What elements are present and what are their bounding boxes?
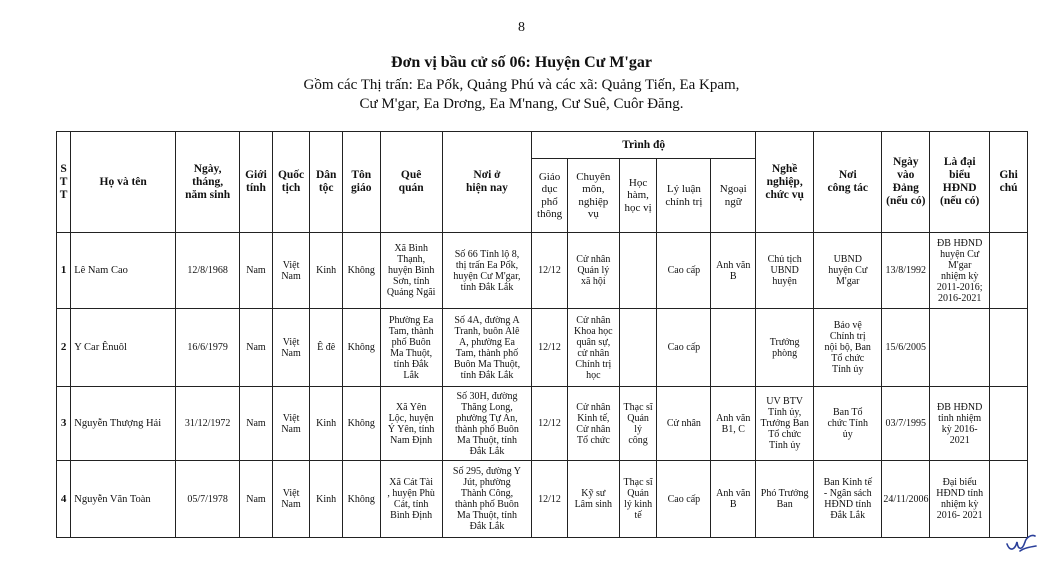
cell-dan-toc: Kinh xyxy=(310,233,343,309)
table-row xyxy=(57,309,1028,387)
cell-gioi-tinh: Nam xyxy=(240,309,273,387)
cell-hoc-ham: Thạc sĩ Quản lý kinh tế xyxy=(619,461,657,538)
cell-ghi-chu xyxy=(990,233,1028,309)
cell-ngay-vao-dang: 24/11/2006 xyxy=(882,461,930,538)
header-ho-ten: Họ và tên xyxy=(71,132,176,233)
cell-ho-ten: Lê Nam Cao xyxy=(71,233,176,309)
cell-noi-o: Số 4A, đường A Tranh, buôn Alê A, phường Ea Tam, thành phố Buôn Ma Thuột, tỉnh Đắk Lắk xyxy=(442,309,532,387)
cell-quoc-tich: Việt Nam xyxy=(272,461,310,538)
document-subtitle xyxy=(0,76,1043,114)
header-hoc-ham: Học hàm, học vị xyxy=(619,159,657,233)
cell-ho-ten: Nguyễn Thượng Hải xyxy=(71,387,176,461)
cell-dai-bieu: ĐB HĐND tỉnh nhiệm kỳ 2016- 2021 xyxy=(930,387,990,461)
cell-giao-duc: 12/12 xyxy=(532,233,568,309)
header-que-quan: Quê quán xyxy=(380,132,442,233)
cell-noi-o: Số 295, đường Y Jút, phường Thành Công, thành phố Buôn Ma Thuột, tỉnh Đắk Lắk xyxy=(442,461,532,538)
cell-stt: 2 xyxy=(57,309,71,387)
cell-ly-luan: Cao cấp xyxy=(657,461,711,538)
cell-dai-bieu: Đại biểu HĐND tỉnh nhiệm kỳ 2016- 2021 xyxy=(930,461,990,538)
header-noi-cong-tac: Nơi công tác xyxy=(814,132,882,233)
cell-que-quan: Xã Cát Tài , huyện Phù Cát, tỉnh Bình Định xyxy=(380,461,442,538)
cell-giao-duc: 12/12 xyxy=(532,387,568,461)
header-ngay-vao-dang: Ngày vào Đảng (nếu có) xyxy=(882,132,930,233)
candidate-table xyxy=(56,131,1028,538)
cell-ho-ten: Nguyễn Văn Toàn xyxy=(71,461,176,538)
cell-ngay-vao-dang: 15/6/2005 xyxy=(882,309,930,387)
header-stt: S T T xyxy=(57,132,71,233)
page-number: 8 xyxy=(518,20,525,35)
cell-chuyen-mon: Cử nhân Khoa học quân sự, cử nhân Chính trị học xyxy=(567,309,619,387)
header-noi-o: Nơi ở hiện nay xyxy=(442,132,532,233)
cell-giao-duc: 12/12 xyxy=(532,461,568,538)
header-quoc-tich: Quốc tịch xyxy=(272,132,310,233)
cell-stt: 1 xyxy=(57,233,71,309)
cell-ngay-vao-dang: 13/8/1992 xyxy=(882,233,930,309)
cell-gioi-tinh: Nam xyxy=(240,233,273,309)
cell-ghi-chu xyxy=(990,461,1028,538)
table-row xyxy=(57,387,1028,461)
cell-noi-cong-tac: UBND huyện Cư M'gar xyxy=(814,233,882,309)
header-trinh-do: Trình độ xyxy=(532,132,756,159)
cell-que-quan: Phường Ea Tam, thành phố Buôn Ma Thuột, tỉnh Đắk Lắk xyxy=(380,309,442,387)
cell-gioi-tinh: Nam xyxy=(240,387,273,461)
header-dai-bieu: Là đại biểu HĐND (nếu có) xyxy=(930,132,990,233)
cell-noi-cong-tac: Ban Kinh tế - Ngân sách HĐND tỉnh Đắk Lắk xyxy=(814,461,882,538)
cell-dai-bieu xyxy=(930,309,990,387)
header-dan-toc: Dân tộc xyxy=(310,132,343,233)
header-ly-luan: Lý luận chính trị xyxy=(657,159,711,233)
cell-noi-o: Số 66 Tỉnh lộ 8, thị trấn Ea Pốk, huyện Cư M'gar, tỉnh Đắk Lắk xyxy=(442,233,532,309)
cell-ton-giao: Không xyxy=(342,461,380,538)
cell-nghe-nghiep: Chủ tịch UBND huyện xyxy=(756,233,814,309)
subtitle-line-2: Cư M'gar, Ea Drơng, Ea M'nang, Cư Suê, Cuôr Đăng. xyxy=(359,96,684,112)
cell-dai-bieu: ĐB HĐND huyện Cư M'gar nhiệm kỳ 2011-2016; 2016-2021 xyxy=(930,233,990,309)
cell-gioi-tinh: Nam xyxy=(240,461,273,538)
cell-quoc-tich: Việt Nam xyxy=(272,387,310,461)
cell-ngoai-ngu: Anh văn B xyxy=(711,233,756,309)
cell-quoc-tich: Việt Nam xyxy=(272,233,310,309)
cell-noi-o: Số 30H, đường Thăng Long, phường Tự An, thành phố Buôn Ma Thuột, tỉnh Đắk Lắk xyxy=(442,387,532,461)
cell-ghi-chu xyxy=(990,387,1028,461)
header-row-1 xyxy=(57,132,1028,159)
table-row xyxy=(57,233,1028,309)
cell-nghe-nghiep: UV BTV Tỉnh ủy, Trưởng Ban Tổ chức Tỉnh ủy xyxy=(756,387,814,461)
cell-ngay-sinh: 16/6/1979 xyxy=(176,309,240,387)
cell-ly-luan: Cao cấp xyxy=(657,233,711,309)
header-giao-duc: Giáo dục phổ thông xyxy=(532,159,568,233)
cell-ngay-sinh: 31/12/1972 xyxy=(176,387,240,461)
cell-chuyen-mon: Cử nhân Quản lý xã hội xyxy=(567,233,619,309)
cell-quoc-tich: Việt Nam xyxy=(272,309,310,387)
header-nghe-nghiep: Nghề nghiệp, chức vụ xyxy=(756,132,814,233)
cell-ton-giao: Không xyxy=(342,309,380,387)
cell-ngay-vao-dang: 03/7/1995 xyxy=(882,387,930,461)
subtitle-line-1: Gồm các Thị trấn: Ea Pốk, Quảng Phú và các xã: Quảng Tiến, Ea Kpam, xyxy=(303,77,740,93)
header-gioi-tinh: Giới tính xyxy=(240,132,273,233)
cell-chuyen-mon: Cử nhân Kinh tế, Cử nhân Tổ chức xyxy=(567,387,619,461)
cell-ngoai-ngu: Anh văn B1, C xyxy=(711,387,756,461)
cell-ly-luan: Cử nhân xyxy=(657,387,711,461)
cell-noi-cong-tac: Ban Tổ chức Tỉnh ủy xyxy=(814,387,882,461)
cell-hoc-ham xyxy=(619,233,657,309)
cell-stt: 4 xyxy=(57,461,71,538)
cell-ngoai-ngu xyxy=(711,309,756,387)
cell-ton-giao: Không xyxy=(342,233,380,309)
cell-stt: 3 xyxy=(57,387,71,461)
header-ton-giao: Tôn giáo xyxy=(342,132,380,233)
cell-ngay-sinh: 12/8/1968 xyxy=(176,233,240,309)
cell-ton-giao: Không xyxy=(342,387,380,461)
signature-mark-icon xyxy=(1004,530,1038,556)
header-ghi-chu: Ghi chú xyxy=(990,132,1028,233)
cell-nghe-nghiep: Trưởng phòng xyxy=(756,309,814,387)
cell-hoc-ham xyxy=(619,309,657,387)
cell-dan-toc: Kinh xyxy=(310,461,343,538)
cell-ly-luan: Cao cấp xyxy=(657,309,711,387)
cell-ghi-chu xyxy=(990,309,1028,387)
cell-dan-toc: Kinh xyxy=(310,387,343,461)
cell-que-quan: Xã Bình Thạnh, huyện Bình Sơn, tỉnh Quảng Ngãi xyxy=(380,233,442,309)
cell-hoc-ham: Thạc sĩ Quản lý công xyxy=(619,387,657,461)
cell-giao-duc: 12/12 xyxy=(532,309,568,387)
cell-dan-toc: Ê đê xyxy=(310,309,343,387)
header-ngay-sinh: Ngày, tháng, năm sinh xyxy=(176,132,240,233)
cell-noi-cong-tac: Bảo vệ Chính trị nội bộ, Ban Tổ chức Tỉnh ủy xyxy=(814,309,882,387)
cell-ngoai-ngu: Anh văn B xyxy=(711,461,756,538)
cell-que-quan: Xã Yên Lộc, huyện Ý Yên, tỉnh Nam Định xyxy=(380,387,442,461)
header-chuyen-mon: Chuyên môn, nghiệp vụ xyxy=(567,159,619,233)
cell-nghe-nghiep: Phó Trưởng Ban xyxy=(756,461,814,538)
table-row xyxy=(57,461,1028,538)
header-ngoai-ngu: Ngoại ngữ xyxy=(711,159,756,233)
document-title: Đơn vị bầu cử số 06: Huyện Cư M'gar xyxy=(391,54,652,71)
cell-ho-ten: Y Car Ênuôl xyxy=(71,309,176,387)
cell-chuyen-mon: Kỹ sư Lâm sinh xyxy=(567,461,619,538)
cell-ngay-sinh: 05/7/1978 xyxy=(176,461,240,538)
